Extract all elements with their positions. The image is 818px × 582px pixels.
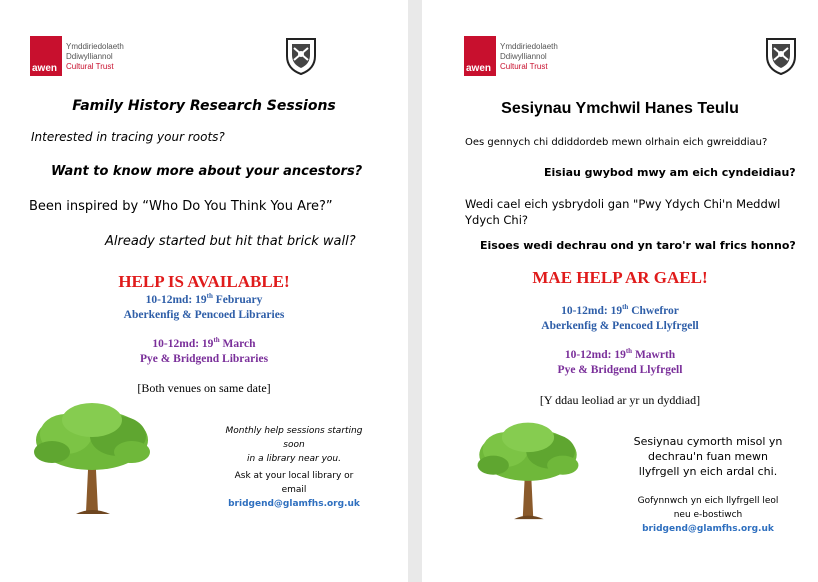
question-roots: Interested in tracing your roots? xyxy=(31,130,225,144)
monthly-sessions-text: Monthly help sessions starting soon in a library near you. xyxy=(225,426,363,464)
awen-logo-text: Ymddiriedolaeth Ddiwylliannol Cultural Trust xyxy=(66,42,124,71)
question-inspired: Wedi cael eich ysbrydoli gan "Pwy Ydych Chi'n Meddwl Ydych Chi? xyxy=(465,197,781,227)
society-crest-icon xyxy=(764,36,798,76)
question-brick-wall: Already started but hit that brick wall? xyxy=(105,234,356,249)
ask-library-text: Gofynnwch yn eich llyfrgell leol neu e-bostiwch bridgend@glamfhs.org.uk xyxy=(626,494,790,536)
society-crest-icon xyxy=(284,36,318,76)
page-title: Sesiynau Ymchwil Hanes Teulu xyxy=(501,100,739,117)
venues-note: [Y ddau leoliad ar yr un dyddiad] xyxy=(539,393,701,407)
session-february: 10-12md: 19th February Aberkenfig & Pencoed Libraries xyxy=(123,292,285,321)
help-heading: HELP IS AVAILABLE! xyxy=(118,272,290,291)
monthly-sessions-text: Sesiynau cymorth misol yn dechrau'n fuan mewn llyfrgell yn eich ardal chi. xyxy=(633,435,783,478)
session-chwefror: 10-12md: 19th Chwefror Aberkenfig & Pencoed Llyfrgell xyxy=(541,303,699,332)
tree-illustration-icon xyxy=(32,400,152,515)
awen-logo-text: Ymddiriedolaeth Ddiwylliannol Cultural Trust xyxy=(500,42,558,71)
awen-logo: awen xyxy=(464,36,496,76)
page-title: Family History Research Sessions xyxy=(72,98,336,114)
email-link[interactable]: bridgend@glamfhs.org.uk xyxy=(642,524,774,534)
question-inspired: Been inspired by “Who Do You Think You Are?” xyxy=(29,199,333,214)
question-ancestors: Eisiau gwybod mwy am eich cyndeidiau? xyxy=(544,166,796,179)
question-roots: Oes gennych chi ddiddordeb mewn olrhain eich gwreiddiau? xyxy=(465,137,768,148)
help-heading: MAE HELP AR GAEL! xyxy=(532,268,708,287)
english-poster-page xyxy=(0,0,408,582)
ask-library-text: Ask at your local library or email bridgend@glamfhs.org.uk xyxy=(214,469,374,511)
session-march: 10-12md: 19th March Pye & Bridgend Libraries xyxy=(139,336,269,365)
welsh-poster-page xyxy=(422,0,818,582)
question-brick-wall: Eisoes wedi dechrau ond yn taro'r wal frics honno? xyxy=(480,239,796,252)
awen-logo: awen xyxy=(30,36,62,76)
question-ancestors: Want to know more about your ancestors? xyxy=(51,164,363,179)
tree-illustration-icon xyxy=(474,420,582,520)
venues-note: [Both venues on same date] xyxy=(137,381,271,395)
session-mawrth: 10-12md: 19th Mawrth Pye & Bridgend Llyfrgell xyxy=(557,347,683,376)
email-link[interactable]: bridgend@glamfhs.org.uk xyxy=(228,499,360,509)
